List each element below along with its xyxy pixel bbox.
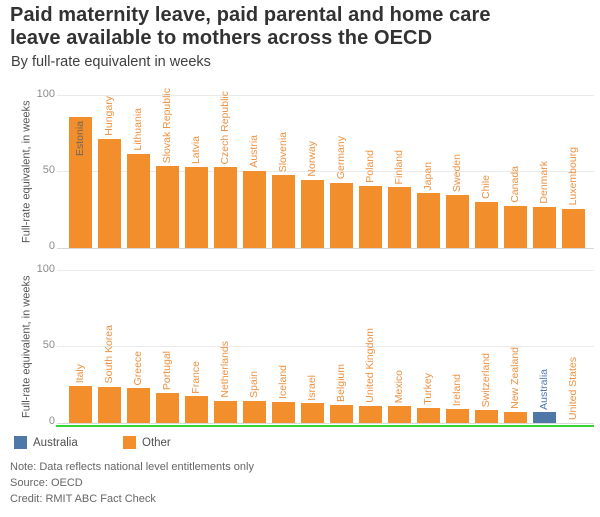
bar-label-greece: Greece	[132, 350, 144, 385]
gridline-0	[57, 248, 594, 249]
note-line: Note: Data reflects national level entitlements only	[10, 461, 254, 473]
y-tick-0: 0	[48, 415, 55, 427]
zero-baseline-highlight	[56, 425, 594, 427]
legend-swatch-other[interactable]	[123, 436, 136, 449]
bar-slovenia[interactable]	[272, 175, 295, 248]
bar-label-spain: Spain	[248, 371, 260, 398]
bar-label-chile: Chile	[480, 175, 492, 200]
bar-germany[interactable]	[330, 183, 353, 248]
bar-france[interactable]	[185, 396, 208, 423]
bar-new-zealand[interactable]	[504, 412, 527, 423]
y-tick-100: 100	[36, 263, 55, 275]
bar-label-denmark: Denmark	[538, 161, 550, 204]
bar-czech-republic[interactable]	[214, 167, 237, 248]
bar-sweden[interactable]	[446, 195, 469, 248]
bar-label-united-states: United States	[567, 356, 579, 420]
credit-line: Credit: RMIT ABC Fact Check	[10, 493, 156, 505]
bar-lithuania[interactable]	[127, 154, 150, 248]
bar-turkey[interactable]	[417, 408, 440, 423]
bar-label-germany: Germany	[335, 136, 347, 180]
legend-item-other[interactable]	[123, 436, 171, 449]
bar-label-estonia: Estonia	[74, 121, 86, 157]
bar-label-mexico: Mexico	[393, 370, 405, 404]
y-axis-title: Full-rate equivalent, in weeks	[20, 275, 33, 419]
bar-greece[interactable]	[127, 388, 150, 423]
bar-label-czech-republic: Czech Republic	[219, 90, 231, 165]
y-tick-100: 100	[36, 88, 55, 100]
bar-label-hungary: Hungary	[103, 95, 115, 136]
bar-finland[interactable]	[388, 187, 411, 248]
legend-item-australia[interactable]	[14, 436, 78, 449]
bar-label-netherlands: Netherlands	[219, 341, 231, 398]
legend-label-australia: Australia	[33, 436, 78, 449]
bar-label-israel: Israel	[306, 374, 318, 401]
bar-israel[interactable]	[301, 403, 324, 423]
bar-label-switzerland: Switzerland	[480, 352, 492, 408]
bar-japan[interactable]	[417, 193, 440, 248]
chart-subtitle: By full-rate equivalent in weeks	[11, 54, 211, 70]
source-line: Source: OECD	[10, 477, 83, 489]
bar-label-slovak-republic: Slovak Republic	[161, 87, 173, 163]
chart-panel-bottom	[20, 263, 594, 427]
bar-label-latvia: Latvia	[190, 136, 202, 165]
bar-label-japan: Japan	[422, 161, 434, 191]
bar-latvia[interactable]	[185, 167, 208, 248]
bar-label-luxembourg: Luxembourg	[567, 147, 579, 206]
y-tick-0: 0	[48, 240, 55, 252]
bar-label-finland: Finland	[393, 149, 405, 185]
bar-label-lithuania: Lithuania	[132, 108, 144, 151]
bar-portugal[interactable]	[156, 393, 179, 423]
y-axis-title: Full-rate equivalent, in weeks	[20, 100, 33, 244]
footer-notes	[10, 460, 254, 508]
bar-austria[interactable]	[243, 171, 266, 249]
chart-panel-top	[20, 87, 594, 252]
bar-hungary[interactable]	[98, 139, 121, 248]
bar-canada[interactable]	[504, 206, 527, 248]
bar-poland[interactable]	[359, 186, 382, 248]
bar-label-slovenia: Slovenia	[277, 131, 289, 172]
bar-label-france: France	[190, 360, 202, 394]
bar-label-iceland: Iceland	[277, 364, 289, 399]
bar-label-ireland: Ireland	[451, 374, 463, 407]
bar-label-turkey: Turkey	[422, 373, 434, 405]
bar-spain[interactable]	[243, 401, 266, 423]
bar-iceland[interactable]	[272, 402, 295, 423]
bar-south-korea[interactable]	[98, 387, 121, 424]
bar-denmark[interactable]	[533, 207, 556, 248]
bar-label-portugal: Portugal	[161, 351, 173, 391]
bar-label-new-zealand: New Zealand	[509, 346, 521, 409]
bar-netherlands[interactable]	[214, 401, 237, 423]
bar-ireland[interactable]	[446, 409, 469, 423]
bar-label-sweden: Sweden	[451, 153, 463, 192]
bar-chile[interactable]	[475, 202, 498, 248]
bar-slovak-republic[interactable]	[156, 166, 179, 248]
bar-label-belgium: Belgium	[335, 363, 347, 402]
bar-label-united-kingdom: United Kingdom	[364, 327, 376, 403]
legend-label-other: Other	[142, 436, 171, 449]
bar-norway[interactable]	[301, 180, 324, 248]
bar-label-norway: Norway	[306, 141, 318, 177]
bar-switzerland[interactable]	[475, 410, 498, 423]
bar-luxembourg[interactable]	[562, 209, 585, 249]
y-tick-50: 50	[42, 164, 55, 176]
bar-united-kingdom[interactable]	[359, 406, 382, 424]
bar-mexico[interactable]	[388, 406, 411, 423]
bar-label-australia: Australia	[538, 368, 550, 410]
bar-italy[interactable]	[69, 386, 92, 423]
bar-label-austria: Austria	[248, 134, 260, 168]
bar-label-south-korea: South Korea	[103, 325, 115, 384]
bar-label-poland: Poland	[364, 150, 376, 183]
gridline-100	[57, 270, 594, 271]
bar-australia[interactable]	[533, 412, 556, 423]
gridline-100	[57, 95, 594, 96]
gridline-0	[57, 423, 594, 424]
chart-title: Paid maternity leave, paid parental and home care leave available to mothers across the OECD	[10, 4, 491, 49]
bar-label-italy: Italy	[74, 363, 86, 383]
bar-belgium[interactable]	[330, 405, 353, 423]
bar-label-canada: Canada	[509, 166, 521, 204]
y-tick-50: 50	[42, 339, 55, 351]
legend-swatch-australia[interactable]	[14, 436, 27, 449]
